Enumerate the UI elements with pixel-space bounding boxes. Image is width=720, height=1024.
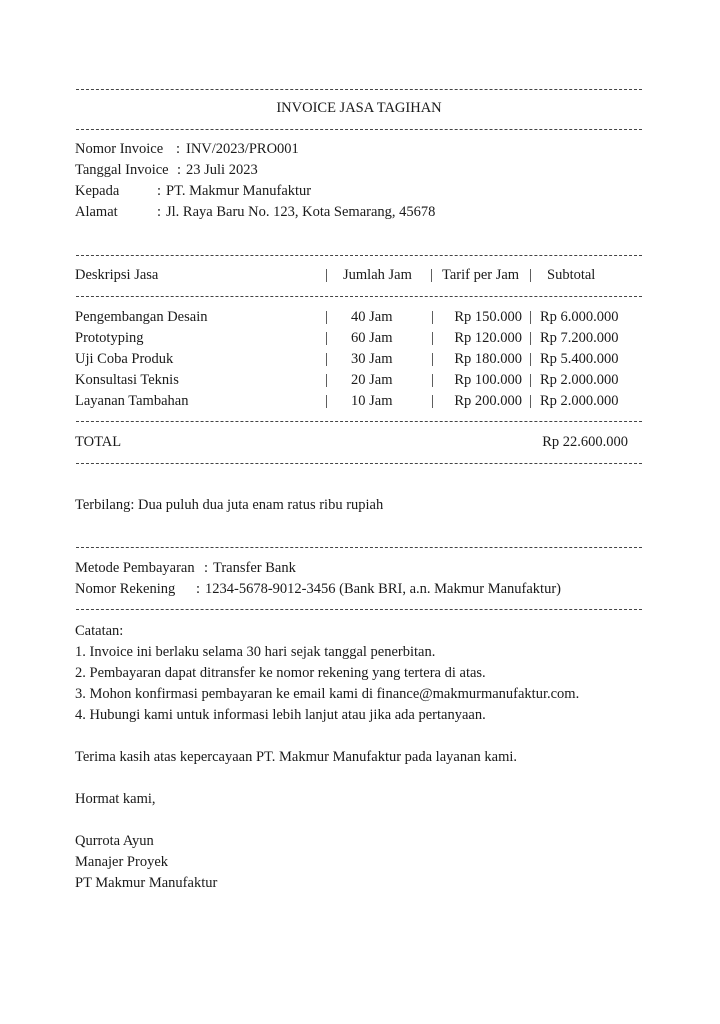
column-separator: | [325,330,328,346]
row-desc: Uji Coba Produk [75,351,174,367]
row-desc: Layanan Tambahan [75,393,189,409]
divider [76,129,642,130]
notes-heading: Catatan: [75,623,124,639]
column-separator: | [431,351,434,367]
divider [76,609,642,610]
row-hours: 10 Jam [351,393,393,409]
invoice-number-label: Nomor Invoice [75,141,164,157]
recipient: PT. Makmur Manufaktur [166,183,312,199]
colon: : [176,141,181,157]
amount-in-words: Terbilang: Dua puluh dua juta enam ratus ribu rupiah [75,497,384,513]
col-header-hours: Jumlah Jam [343,267,412,283]
invoice-number: INV/2023/PRO001 [186,141,299,157]
row-subtotal: Rp 6.000.000 [540,309,619,325]
column-separator: | [325,309,328,325]
column-separator: | [431,393,434,409]
row-subtotal: Rp 2.000.000 [540,372,619,388]
column-separator: | [529,330,532,346]
col-header-desc: Deskripsi Jasa [75,267,159,283]
divider [76,463,642,464]
column-separator: | [325,372,328,388]
divider [76,421,642,422]
colon: : [196,581,201,597]
row-hours: 60 Jam [351,330,393,346]
column-separator: | [325,351,328,367]
row-rate: Rp 150.000 [454,309,522,325]
divider [76,255,642,256]
invoice-title: INVOICE JASA TAGIHAN [276,100,442,116]
invoice-date: 23 Juli 2023 [186,162,258,178]
column-separator: | [529,351,532,367]
note-item: 1. Invoice ini berlaku selama 30 hari sejak tanggal penerbitan. [75,644,436,660]
column-separator: | [325,267,328,283]
account-number-label: Nomor Rekening [75,581,176,597]
recipient-label: Kepada [75,183,120,199]
colon: : [177,162,182,178]
row-rate: Rp 100.000 [454,372,522,388]
closing-text: Hormat kami, [75,791,156,807]
colon: : [157,183,162,199]
column-separator: | [431,330,434,346]
row-desc: Pengembangan Desain [75,309,208,325]
colon: : [157,204,162,220]
thank-you-text: Terima kasih atas kepercayaan PT. Makmur Manufaktur pada layanan kami. [75,749,518,765]
divider [76,296,642,297]
column-separator: | [529,267,532,283]
row-subtotal: Rp 7.200.000 [540,330,619,346]
column-separator: | [431,372,434,388]
signer-name: Qurrota Ayun [75,833,154,849]
column-separator: | [431,309,434,325]
row-subtotal: Rp 5.400.000 [540,351,619,367]
row-hours: 20 Jam [351,372,393,388]
column-separator: | [325,393,328,409]
payment-method-label: Metode Pembayaran [75,560,195,576]
row-rate: Rp 200.000 [454,393,522,409]
note-item: 3. Mohon konfirmasi pembayaran ke email kami di finance@makmurmanufaktur.com. [75,686,580,702]
note-item: 4. Hubungi kami untuk informasi lebih lanjut atau jika ada pertanyaan. [75,707,486,723]
row-hours: 40 Jam [351,309,393,325]
address-label: Alamat [75,204,118,220]
total-label: TOTAL [75,434,122,450]
col-header-rate: Tarif per Jam [442,267,520,283]
invoice-date-label: Tanggal Invoice [75,162,169,178]
signer-role: Manajer Proyek [75,854,169,870]
row-subtotal: Rp 2.000.000 [540,393,619,409]
row-rate: Rp 120.000 [454,330,522,346]
divider [76,547,642,548]
address: Jl. Raya Baru No. 123, Kota Semarang, 45678 [166,204,436,220]
row-desc: Konsultasi Teknis [75,372,179,388]
total-value: Rp 22.600.000 [542,434,628,450]
row-rate: Rp 180.000 [454,351,522,367]
signer-company: PT Makmur Manufaktur [75,875,218,891]
col-header-subtotal: Subtotal [547,267,596,283]
account-number: 1234-5678-9012-3456 (Bank BRI, a.n. Makmur Manufaktur) [205,581,561,597]
row-desc: Prototyping [75,330,144,346]
column-separator: | [529,393,532,409]
row-hours: 30 Jam [351,351,393,367]
column-separator: | [430,267,433,283]
note-item: 2. Pembayaran dapat ditransfer ke nomor rekening yang tertera di atas. [75,665,486,681]
column-separator: | [529,372,532,388]
column-separator: | [529,309,532,325]
payment-method: Transfer Bank [213,560,296,576]
divider [76,89,642,90]
colon: : [204,560,209,576]
